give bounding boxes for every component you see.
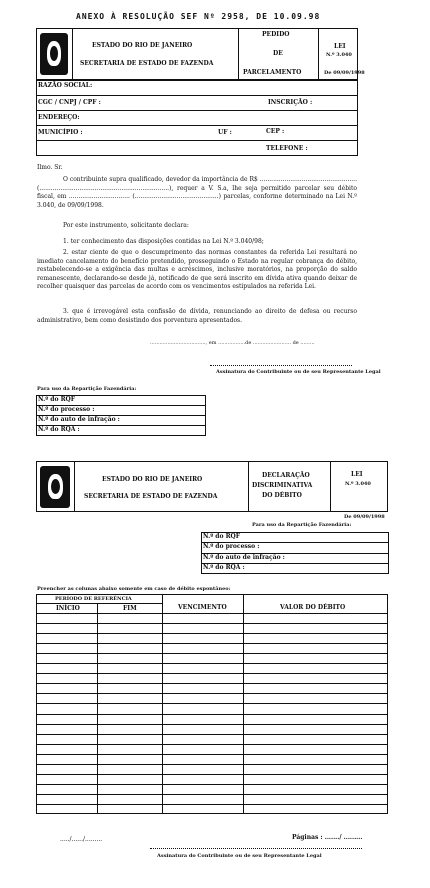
table-row[interactable] — [36, 714, 388, 715]
table-row[interactable] — [36, 673, 388, 674]
field-cgc[interactable]: CGC / CNPJ / CPF : — [38, 99, 101, 106]
date-line[interactable]: ...../....../......... — [60, 836, 103, 843]
secretariat-name: SECRETARIA DE ESTADO DE FAZENDA — [84, 493, 218, 500]
field-municipio[interactable]: MUNICÍPIO : — [38, 129, 83, 136]
table-row[interactable] — [36, 653, 388, 654]
table-row[interactable] — [36, 804, 388, 805]
office-row-auto[interactable]: N.º do auto de infração : — [38, 416, 120, 423]
table-row[interactable] — [36, 703, 388, 704]
table-row[interactable] — [36, 633, 388, 634]
office-row-rqa[interactable]: N.º do RQA : — [203, 564, 245, 571]
office-row-rqf[interactable]: N.º do RQF — [38, 396, 76, 403]
pages-counter[interactable]: Páginas : ......./ ......... — [292, 834, 363, 841]
field-inscricao[interactable]: INSCRIÇÃO : — [268, 99, 313, 106]
secretariat-name: SECRETARIA DE ESTADO DE FAZENDA — [80, 60, 214, 67]
form1-header-box — [36, 28, 358, 80]
law-number: N.º 3.040 — [345, 481, 371, 487]
table-row[interactable] — [36, 623, 388, 624]
law-date: De 09/09/1998 — [344, 514, 385, 520]
form2-title-line3: DO DÉBITO — [262, 492, 302, 499]
form1-title-line1: PEDIDO — [262, 31, 290, 38]
declaration-item-2: 2. estar ciente de que o descumprimento das normas constantes da referida Lei resultará no imediato cancelamento do benefício pretendido, prosseguindo o Estado na regular cobrança do débito, restabelecendo-se a exigência das multas e acréscimos, inclusive moratórios, na proporção do saldo remanescente, declarando-se desde já, notificado de que será inscrito em dívida ativa quando deixar de recolher quaisquer das parcelas de acordo com os vencimentos estipulados na referida Lei. — [37, 249, 357, 290]
table-row[interactable] — [36, 663, 388, 664]
signature-caption: Assinatura do Contribuinte ou de seu Representante Legal — [216, 369, 381, 375]
office-use-caption: Para uso da Repartição Fazendária: — [252, 522, 352, 528]
col-vencimento: VENCIMENTO — [178, 604, 227, 611]
office-row-processo[interactable]: N.º do processo : — [203, 543, 260, 550]
table-row[interactable] — [36, 693, 388, 694]
table-row[interactable] — [36, 794, 388, 795]
form2-header-box — [36, 461, 388, 512]
spontaneous-note: Preencher as colunas abaixo somente em caso de débito espontâneo: — [37, 586, 231, 592]
date-place-line[interactable]: ..................................., em .................de ........................ de ......... — [150, 340, 315, 346]
office-row-rqa[interactable]: N.º do RQA : — [38, 426, 80, 433]
law-label: LEI — [351, 471, 363, 478]
office-row-rqf[interactable]: N.º do RQF — [203, 533, 241, 540]
identification-box — [36, 80, 358, 156]
table-row[interactable] — [36, 643, 388, 644]
form1-title-line3: PARCELAMENTO — [243, 69, 302, 76]
state-seal-icon — [40, 33, 68, 75]
state-name: ESTADO DO RIO DE JANEIRO — [102, 476, 203, 483]
law-label: LEI — [334, 43, 346, 50]
state-name: ESTADO DO RIO DE JANEIRO — [92, 42, 193, 49]
paragraph-declares: Por este instrumento, solicitante declara: — [63, 222, 189, 229]
table-row[interactable] — [36, 744, 388, 745]
field-telefone[interactable]: TELEFONE : — [266, 145, 308, 152]
office-row-auto[interactable]: N.º do auto de infração : — [203, 554, 285, 561]
field-endereco[interactable]: ENDEREÇO: — [38, 114, 80, 121]
office-use-caption: Para uso da Repartição Fazendária: — [37, 386, 137, 392]
table-row[interactable] — [36, 734, 388, 735]
law-number: N.º 3.040 — [326, 52, 352, 58]
table-row[interactable] — [36, 724, 388, 725]
paragraph-request: O contribuinte supra qualificado, devedor da importância de R$ ................................................... (....................................................................), requer a V. S.a, lhe seja permitido parcelar seu débito fiscal, em ................................ (............................................) parcelas, conforme determinado na Lei N.º 3.040, de 09/09/1998. — [37, 176, 357, 209]
law-date: De 09/09/1998 — [324, 70, 365, 76]
table-row[interactable] — [36, 764, 388, 765]
field-razao-social[interactable]: RAZÃO SOCIAL: — [38, 82, 93, 89]
col-inicio: INÍCIO — [56, 605, 80, 612]
form2-title-line1: DECLARAÇÃO — [262, 472, 310, 479]
state-seal-icon — [40, 466, 70, 508]
table-row[interactable] — [36, 784, 388, 785]
declaration-item-1: 1. ter conhecimento das disposições contidas na Lei N.º 3.040/98; — [63, 238, 264, 245]
field-cep[interactable]: CEP : — [266, 128, 285, 135]
table-row[interactable] — [36, 774, 388, 775]
field-uf[interactable]: UF : — [218, 129, 232, 136]
annex-header: ANEXO À RESOLUÇÃO SEF Nº 2958, DE 10.09.98 — [76, 12, 321, 21]
form2-title-line2: DISCRIMINATIVA — [252, 482, 313, 489]
table-row[interactable] — [36, 683, 388, 684]
col-group-periodo: PERÍODO DE REFERÊNCIA — [55, 596, 132, 602]
table-row[interactable] — [36, 754, 388, 755]
signature-caption: Assinatura do Contribuinte ou de seu Representante Legal — [157, 853, 322, 859]
col-fim: FIM — [123, 605, 137, 612]
col-valor: VALOR DO DÉBITO — [280, 604, 346, 611]
form1-title-line2: DE — [273, 50, 283, 57]
office-row-processo[interactable]: N.º do processo : — [38, 406, 95, 413]
declaration-item-3: 3. que é irrevogável esta confissão de dívida, renunciando ao direito de defesa ou recurso administrativo, bem como desistindo dos porventura apresentados. — [37, 308, 357, 324]
salutation: Ilmo. Sr. — [37, 164, 63, 171]
